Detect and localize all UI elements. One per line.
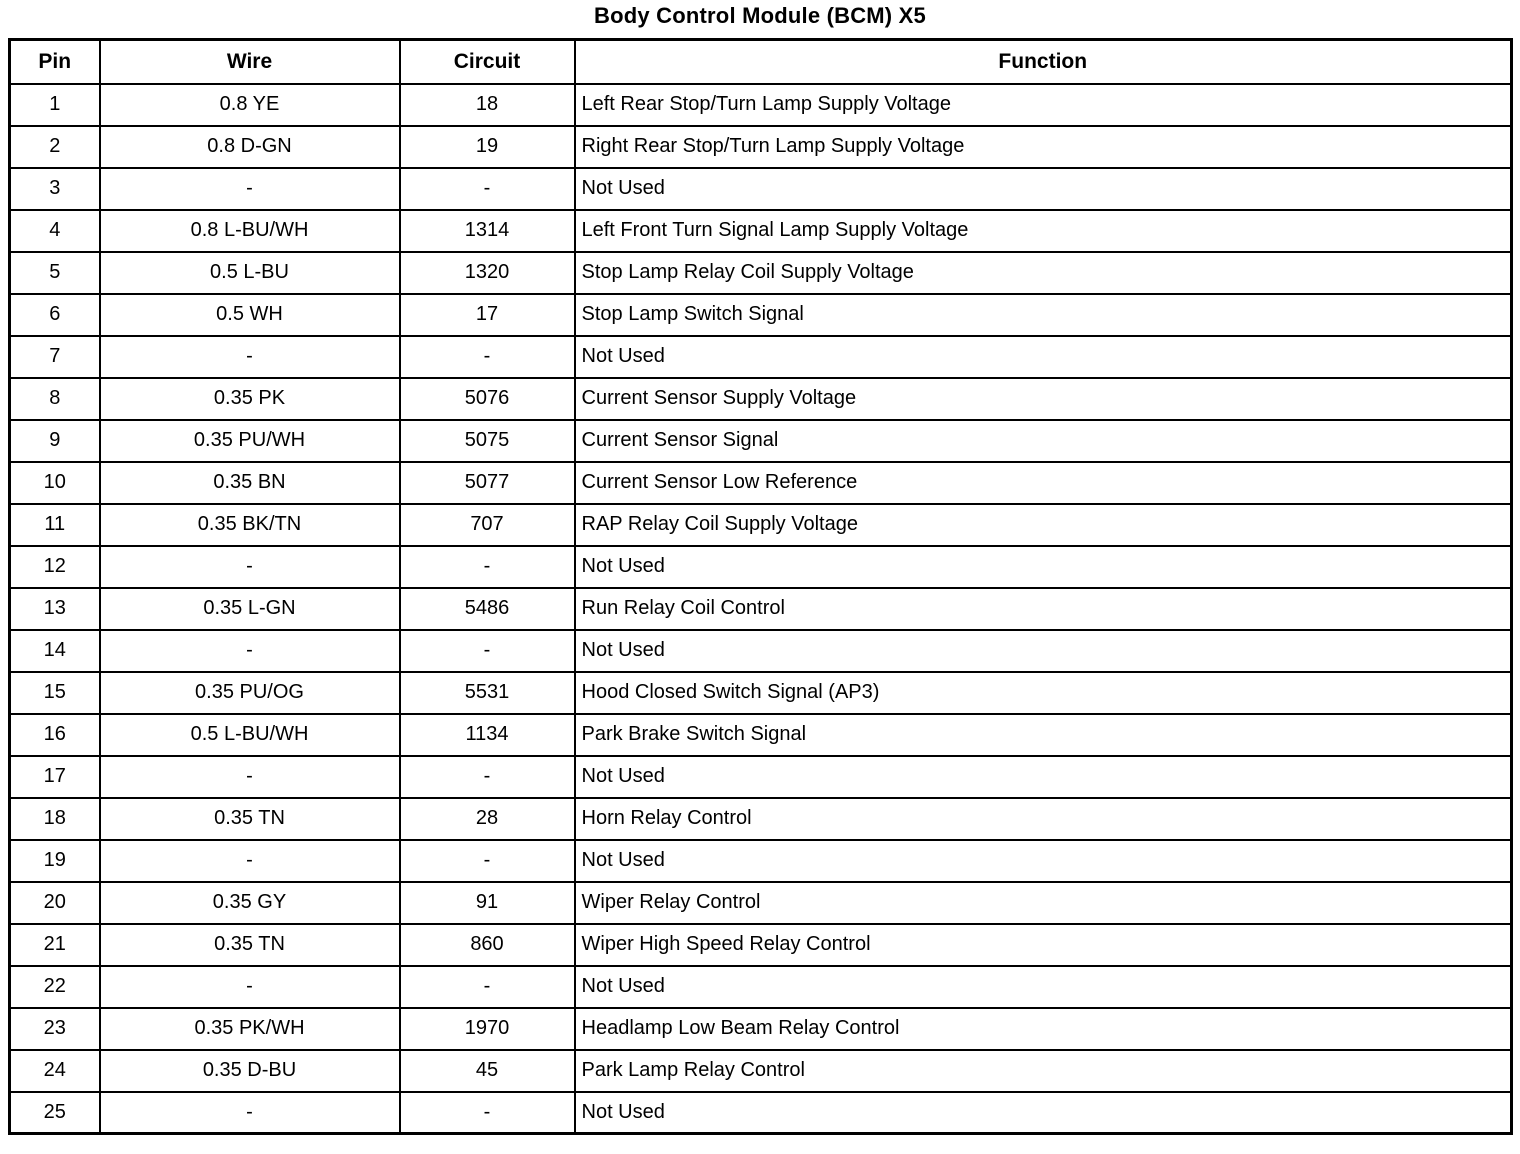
- circuit-cell: -: [400, 630, 575, 672]
- table-header: [10, 40, 1512, 84]
- function-cell: Not Used: [575, 756, 1512, 798]
- function-cell: Not Used: [575, 546, 1512, 588]
- table-row: [10, 1050, 1512, 1092]
- circuit-cell: 1970: [400, 1008, 575, 1050]
- pin-cell: 5: [10, 252, 100, 294]
- wire-cell: -: [100, 630, 400, 672]
- table-row: [10, 924, 1512, 966]
- table-row: [10, 546, 1512, 588]
- wire-cell: -: [100, 168, 400, 210]
- circuit-cell: 5531: [400, 672, 575, 714]
- function-cell: Stop Lamp Relay Coil Supply Voltage: [575, 252, 1512, 294]
- table-row: [10, 588, 1512, 630]
- function-cell: Not Used: [575, 966, 1512, 1008]
- circuit-cell: -: [400, 840, 575, 882]
- function-cell: Horn Relay Control: [575, 798, 1512, 840]
- table-row: [10, 1092, 1512, 1134]
- pinout-table: [8, 38, 1513, 1135]
- function-cell: Not Used: [575, 168, 1512, 210]
- table-row: [10, 966, 1512, 1008]
- wire-cell: 0.8 D-GN: [100, 126, 400, 168]
- circuit-cell: -: [400, 336, 575, 378]
- column-header-circuit: Circuit: [400, 40, 575, 84]
- pin-cell: 4: [10, 210, 100, 252]
- wire-cell: 0.35 TN: [100, 924, 400, 966]
- column-header-wire: Wire: [100, 40, 400, 84]
- pin-cell: 12: [10, 546, 100, 588]
- circuit-cell: 5077: [400, 462, 575, 504]
- table-row: [10, 882, 1512, 924]
- pin-cell: 14: [10, 630, 100, 672]
- table-row: [10, 840, 1512, 882]
- function-cell: Park Brake Switch Signal: [575, 714, 1512, 756]
- function-cell: Park Lamp Relay Control: [575, 1050, 1512, 1092]
- table-row: [10, 126, 1512, 168]
- pin-cell: 25: [10, 1092, 100, 1134]
- wire-cell: 0.35 BK/TN: [100, 504, 400, 546]
- circuit-cell: -: [400, 966, 575, 1008]
- column-header-pin: Pin: [10, 40, 100, 84]
- wire-cell: 0.35 PK: [100, 378, 400, 420]
- wire-cell: -: [100, 966, 400, 1008]
- table-row: [10, 336, 1512, 378]
- wire-cell: 0.35 PU/OG: [100, 672, 400, 714]
- function-cell: Wiper Relay Control: [575, 882, 1512, 924]
- function-cell: RAP Relay Coil Supply Voltage: [575, 504, 1512, 546]
- function-cell: Not Used: [575, 840, 1512, 882]
- wire-cell: -: [100, 336, 400, 378]
- circuit-cell: 17: [400, 294, 575, 336]
- circuit-cell: -: [400, 1092, 575, 1134]
- pin-cell: 7: [10, 336, 100, 378]
- pin-cell: 17: [10, 756, 100, 798]
- pin-cell: 11: [10, 504, 100, 546]
- table-row: [10, 672, 1512, 714]
- wire-cell: 0.35 BN: [100, 462, 400, 504]
- circuit-cell: 91: [400, 882, 575, 924]
- pin-cell: 3: [10, 168, 100, 210]
- pin-cell: 19: [10, 840, 100, 882]
- circuit-cell: 860: [400, 924, 575, 966]
- table-row: [10, 1008, 1512, 1050]
- wire-cell: 0.35 TN: [100, 798, 400, 840]
- table-row: [10, 714, 1512, 756]
- function-cell: Current Sensor Low Reference: [575, 462, 1512, 504]
- pin-cell: 9: [10, 420, 100, 462]
- function-cell: Current Sensor Signal: [575, 420, 1512, 462]
- circuit-cell: -: [400, 546, 575, 588]
- wire-cell: 0.5 L-BU/WH: [100, 714, 400, 756]
- function-cell: Current Sensor Supply Voltage: [575, 378, 1512, 420]
- function-cell: Hood Closed Switch Signal (AP3): [575, 672, 1512, 714]
- function-cell: Left Rear Stop/Turn Lamp Supply Voltage: [575, 84, 1512, 126]
- wire-cell: -: [100, 1092, 400, 1134]
- circuit-cell: 5486: [400, 588, 575, 630]
- pin-cell: 6: [10, 294, 100, 336]
- circuit-cell: 5076: [400, 378, 575, 420]
- table-row: [10, 168, 1512, 210]
- function-cell: Not Used: [575, 630, 1512, 672]
- pin-cell: 21: [10, 924, 100, 966]
- table-row: [10, 294, 1512, 336]
- circuit-cell: 28: [400, 798, 575, 840]
- pin-cell: 23: [10, 1008, 100, 1050]
- wire-cell: 0.8 YE: [100, 84, 400, 126]
- function-cell: Run Relay Coil Control: [575, 588, 1512, 630]
- wire-cell: 0.5 L-BU: [100, 252, 400, 294]
- table-row: [10, 462, 1512, 504]
- table-row: [10, 84, 1512, 126]
- circuit-cell: 5075: [400, 420, 575, 462]
- circuit-cell: 45: [400, 1050, 575, 1092]
- pin-cell: 16: [10, 714, 100, 756]
- wire-cell: 0.35 PK/WH: [100, 1008, 400, 1050]
- table-row: [10, 378, 1512, 420]
- pin-cell: 10: [10, 462, 100, 504]
- pin-cell: 13: [10, 588, 100, 630]
- circuit-cell: 1314: [400, 210, 575, 252]
- table-row: [10, 630, 1512, 672]
- wire-cell: -: [100, 840, 400, 882]
- wire-cell: -: [100, 756, 400, 798]
- wire-cell: 0.35 PU/WH: [100, 420, 400, 462]
- function-cell: Right Rear Stop/Turn Lamp Supply Voltage: [575, 126, 1512, 168]
- wire-cell: 0.35 L-GN: [100, 588, 400, 630]
- function-cell: Left Front Turn Signal Lamp Supply Voltage: [575, 210, 1512, 252]
- function-cell: Headlamp Low Beam Relay Control: [575, 1008, 1512, 1050]
- circuit-cell: 19: [400, 126, 575, 168]
- circuit-cell: 18: [400, 84, 575, 126]
- pin-cell: 2: [10, 126, 100, 168]
- pin-cell: 18: [10, 798, 100, 840]
- circuit-cell: 1320: [400, 252, 575, 294]
- page-title: Body Control Module (BCM) X5: [594, 3, 926, 28]
- circuit-cell: 1134: [400, 714, 575, 756]
- pin-cell: 15: [10, 672, 100, 714]
- table-row: [10, 420, 1512, 462]
- table-row: [10, 504, 1512, 546]
- circuit-cell: -: [400, 168, 575, 210]
- wire-cell: -: [100, 546, 400, 588]
- circuit-cell: 707: [400, 504, 575, 546]
- wire-cell: 0.35 D-BU: [100, 1050, 400, 1092]
- table-row: [10, 210, 1512, 252]
- circuit-cell: -: [400, 756, 575, 798]
- column-header-function: Function: [575, 40, 1512, 84]
- wire-cell: 0.8 L-BU/WH: [100, 210, 400, 252]
- pin-cell: 22: [10, 966, 100, 1008]
- table-row: [10, 252, 1512, 294]
- pin-cell: 1: [10, 84, 100, 126]
- function-cell: Stop Lamp Switch Signal: [575, 294, 1512, 336]
- function-cell: Wiper High Speed Relay Control: [575, 924, 1512, 966]
- pin-cell: 24: [10, 1050, 100, 1092]
- function-cell: Not Used: [575, 1092, 1512, 1134]
- table-row: [10, 798, 1512, 840]
- wire-cell: 0.5 WH: [100, 294, 400, 336]
- table-body: [10, 84, 1512, 1134]
- wire-cell: 0.35 GY: [100, 882, 400, 924]
- table-row: [10, 756, 1512, 798]
- pin-cell: 8: [10, 378, 100, 420]
- header-row: [10, 40, 1512, 84]
- pin-cell: 20: [10, 882, 100, 924]
- function-cell: Not Used: [575, 336, 1512, 378]
